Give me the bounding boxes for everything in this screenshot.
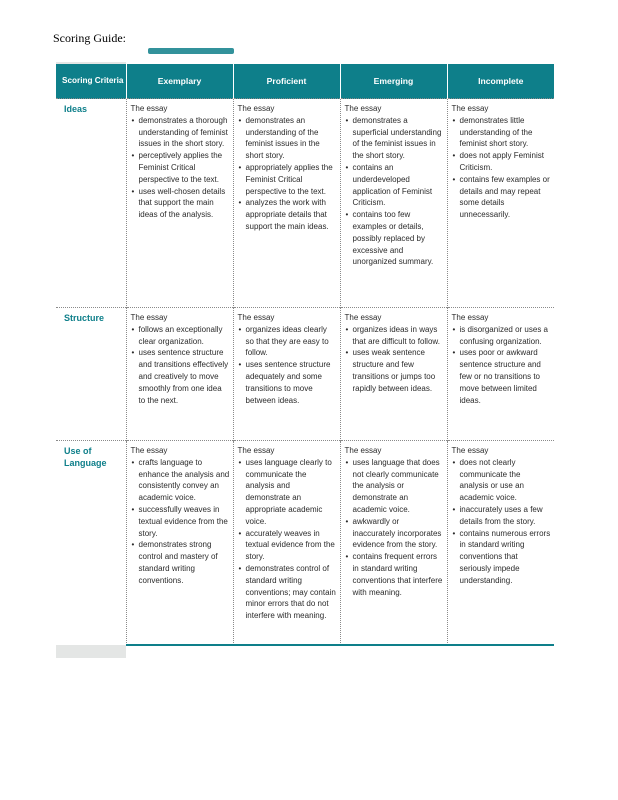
cell-incomplete [447, 308, 554, 441]
criterion-bullet: • contains few examples or details and may repeat some details unnecessarily. [452, 174, 552, 221]
header-exemplary: Exemplary [126, 64, 233, 99]
header-emerging: Emerging [340, 64, 447, 99]
cell-lead-text: The essay [451, 446, 489, 455]
scoring-rubric-table [56, 64, 554, 645]
criterion-bullet: • does not apply Feminist Criticism. [452, 150, 552, 174]
cell-lead-text: The essay [344, 446, 382, 455]
criterion-bullet: • inaccurately uses a few details from the story. [452, 504, 552, 528]
criterion-bullet: • uses language that does not clearly communicate the analysis or demonstrate an academic voice. [345, 457, 444, 516]
cell-emerging [340, 441, 447, 646]
criterion-bullet: • does not clearly communicate the analysis or use an academic voice. [452, 457, 552, 504]
table-row [56, 99, 554, 308]
cell-lead-text: The essay [451, 313, 489, 322]
criterion-bullet: • follows an exceptionally clear organization. [131, 324, 230, 348]
criterion-bullet: • uses language clearly to communicate the analysis and demonstrate an appropriate academic voice. [238, 457, 337, 528]
cell-emerging [340, 308, 447, 441]
cell-incomplete [447, 441, 554, 646]
criterion-bullet: • perceptively applies the Feminist Critical perspective to the text. [131, 150, 230, 185]
cell-proficient [233, 308, 340, 441]
criterion-bullet: • contains an underdeveloped application of Feminist Criticism. [345, 162, 444, 209]
criterion-bullet: • contains numerous errors in standard writing conventions that seriously impede understanding. [452, 528, 552, 587]
cell-lead-text: The essay [344, 104, 382, 113]
cell-lead-text: The essay [237, 104, 275, 113]
criterion-bullet: • uses weak sentence structure and few transitions or jumps too rapidly between ideas. [345, 347, 444, 394]
cell-lead-text: The essay [130, 104, 168, 113]
header-row [56, 64, 554, 99]
cell-exemplary [126, 441, 233, 646]
cell-lead-text: The essay [237, 446, 275, 455]
cell-incomplete [447, 99, 554, 308]
cell-lead-text: The essay [130, 313, 168, 322]
header-scoring-criteria: Scoring Criteria [56, 64, 126, 99]
document-title: Scoring Guide: [53, 31, 126, 45]
cell-exemplary [126, 308, 233, 441]
cell-lead-text: The essay [237, 313, 275, 322]
criterion-bullet: • demonstrates little understanding of the feminist short story. [452, 115, 552, 150]
criterion-bullet: • uses well-chosen details that support the main ideas of the analysis. [131, 186, 230, 221]
criterion-bullet: • uses sentence structure adequately and some transitions to move between ideas. [238, 359, 337, 406]
decorative-header-bar [148, 48, 234, 54]
criterion-bullet: • crafts language to enhance the analysis and consistently convey an academic voice. [131, 457, 230, 504]
criterion-bullet: • accurately weaves in textual evidence from the story. [238, 528, 337, 563]
cell-emerging [340, 99, 447, 308]
header-proficient: Proficient [233, 64, 340, 99]
table-bottom-rule [126, 644, 554, 646]
cell-proficient [233, 99, 340, 308]
cell-exemplary [126, 99, 233, 308]
criterion-label: Use of Language [56, 441, 126, 646]
criterion-label: Ideas [56, 99, 126, 308]
cell-lead-text: The essay [130, 446, 168, 455]
criterion-bullet: • contains frequent errors in standard writing conventions that interfere with meaning. [345, 551, 444, 598]
criterion-bullet: • uses poor or awkward sentence structure and few or no transitions to move between limited ideas. [452, 347, 552, 406]
criterion-bullet: • demonstrates strong control and mastery of standard writing conventions. [131, 539, 230, 586]
criterion-label: Structure [56, 308, 126, 441]
criterion-bullet: • demonstrates a thorough understanding of feminist issues in the short story. [131, 115, 230, 150]
table-row [56, 308, 554, 441]
criterion-bullet: • organizes ideas clearly so that they are easy to follow. [238, 324, 337, 359]
criterion-bullet: • uses sentence structure and transitions effectively and creatively to move smoothly from one idea to the next. [131, 347, 230, 406]
criterion-bullet: • contains too few examples or details, possibly replaced by excessive and unorganized summary. [345, 209, 444, 268]
header-incomplete: Incomplete [447, 64, 554, 99]
criterion-bullet: • appropriately applies the Feminist Critical perspective to the text. [238, 162, 337, 197]
criterion-bullet: • demonstrates an understanding of the feminist issues in the short story. [238, 115, 337, 162]
table-row [56, 441, 554, 646]
criterion-bullet: • awkwardly or inaccurately incorporates evidence from the story. [345, 516, 444, 551]
criterion-bullet: • analyzes the work with appropriate details that support the main ideas. [238, 197, 337, 232]
criterion-bullet: • demonstrates control of standard writing conventions; may contain minor errors that do not interfere with meaning. [238, 563, 337, 622]
criterion-bullet: • successfully weaves in textual evidence from the story. [131, 504, 230, 539]
criterion-bullet: • is disorganized or uses a confusing organization. [452, 324, 552, 348]
criterion-bullet: • demonstrates a superficial understanding of the feminist issues in the short story. [345, 115, 444, 162]
criterion-bullet: • organizes ideas in ways that are difficult to follow. [345, 324, 444, 348]
cell-proficient [233, 441, 340, 646]
cell-lead-text: The essay [451, 104, 489, 113]
cell-lead-text: The essay [344, 313, 382, 322]
